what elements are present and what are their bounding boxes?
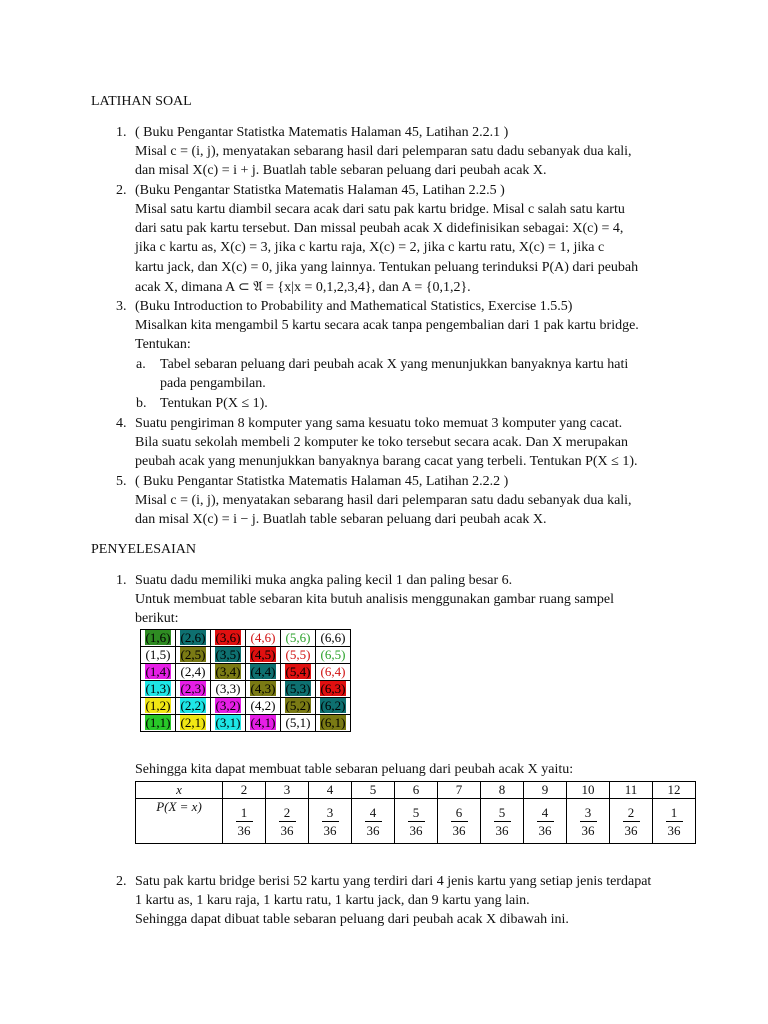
fraction-denominator: 36: [495, 822, 509, 838]
exercise-2-line-4: jika c kartu as, X(c) = 3, jika c kartu raja, X(c) = 2, jika c kartu ratu, X(c) = 1, jika c: [135, 240, 605, 255]
sample-cell-label: (5,2): [285, 698, 311, 713]
sample-cell: [176, 715, 211, 732]
exercise-3a-line-2: pada pengambilan.: [160, 376, 266, 391]
sample-cell-label: (1,2): [145, 698, 171, 713]
sample-cell: [316, 664, 351, 681]
sample-cell: [246, 664, 281, 681]
exercise-2-line-1: (Buku Pengantar Statistka Matematis Halaman 45, Latihan 2.2.5 ): [135, 183, 505, 198]
sample-cell: [281, 664, 316, 681]
sample-cell-label: (4,3): [250, 681, 276, 696]
sample-cell: [316, 647, 351, 664]
x-value-cell: 11: [610, 782, 653, 799]
sample-cell-label: (2,4): [180, 664, 206, 679]
fraction-denominator: 36: [409, 822, 423, 838]
fraction-denominator: 36: [667, 822, 681, 838]
sample-row: [141, 681, 351, 698]
probability-fraction: [236, 804, 253, 839]
solution-1-after-text: Sehingga kita dapat membuat table sebaran peluang dari peubah acak X yaitu:: [135, 762, 574, 777]
fraction-numerator: 2: [279, 804, 296, 822]
probability-cell: [395, 799, 438, 844]
sample-cell: [246, 715, 281, 732]
probability-cell: [610, 799, 653, 844]
solution-1-line-3: berikut:: [135, 611, 179, 626]
sample-cell: [281, 715, 316, 732]
probability-fraction: [451, 804, 468, 839]
exercise-5-line-1: ( Buku Pengantar Statistka Matematis Halaman 45, Latihan 2.2.2 ): [135, 474, 509, 489]
fraction-denominator: 36: [366, 822, 380, 838]
probability-cell: [524, 799, 567, 844]
exercise-2-number: 2.: [116, 183, 127, 198]
sample-cell-label: (5,1): [285, 715, 311, 730]
sample-cell: [141, 681, 176, 698]
exercise-3b-label: b.: [136, 396, 147, 411]
sample-cell-label: (6,4): [320, 664, 346, 679]
exercise-3-line-1: (Buku Introduction to Probability and Mathematical Statistics, Exercise 1.5.5): [135, 299, 573, 314]
exercise-1-line-1: ( Buku Pengantar Statistka Matematis Halaman 45, Latihan 2.2.1 ): [135, 125, 509, 140]
exercise-3a-line-1: Tabel sebaran peluang dari peubah acak X yang menunjukkan banyaknya kartu hati: [160, 357, 629, 372]
sample-cell-label: (3,6): [215, 630, 241, 645]
sample-cell-label: (3,1): [215, 715, 241, 730]
sample-cell: [176, 630, 211, 647]
sample-cell-label: (6,5): [320, 647, 346, 662]
sample-cell: [281, 681, 316, 698]
sample-cell-label: (1,1): [145, 715, 171, 730]
fraction-denominator: 36: [538, 822, 552, 838]
x-value-cell: 8: [481, 782, 524, 799]
sample-cell-label: (4,4): [250, 664, 276, 679]
fraction-numerator: 4: [365, 804, 382, 822]
fraction-numerator: 1: [666, 804, 683, 822]
sample-cell: [246, 681, 281, 698]
sample-cell-label: (4,2): [250, 698, 276, 713]
probability-fraction: [623, 804, 640, 839]
sample-cell-label: (4,6): [250, 630, 276, 645]
probability-fraction: [666, 804, 683, 839]
fraction-denominator: 36: [280, 822, 294, 838]
probability-cell: [653, 799, 696, 844]
fraction-numerator: 4: [537, 804, 554, 822]
sample-cell: [316, 681, 351, 698]
x-label-cell: [136, 782, 223, 799]
probability-fraction: [408, 804, 425, 839]
sample-cell: [246, 647, 281, 664]
probability-cell: [438, 799, 481, 844]
fraction-numerator: 1: [236, 804, 253, 822]
probability-cell: [223, 799, 266, 844]
probability-fraction: [580, 804, 597, 839]
sample-cell-label: (3,4): [215, 664, 241, 679]
sample-cell: [211, 630, 246, 647]
sample-cell-label: (6,3): [320, 681, 346, 696]
exercise-2-line-2: Misal satu kartu diambil secara acak dari satu pak kartu bridge. Misal c salah satu kartu: [135, 202, 625, 217]
exercise-3-number: 3.: [116, 299, 127, 314]
heading-exercises: LATIHAN SOAL: [91, 94, 192, 109]
x-value-cell: 2: [223, 782, 266, 799]
x-value-cell: 7: [438, 782, 481, 799]
sample-row: [141, 715, 351, 732]
sample-cell-label: (3,3): [215, 681, 241, 696]
exercise-1-number: 1.: [116, 125, 127, 140]
sample-cell: [211, 647, 246, 664]
sample-row: [141, 664, 351, 681]
sample-cell: [176, 647, 211, 664]
fraction-denominator: 36: [581, 822, 595, 838]
probability-fraction: [279, 804, 296, 839]
probability-cell: [309, 799, 352, 844]
probability-cell: [481, 799, 524, 844]
sample-cell-label: (6,6): [320, 630, 346, 645]
sample-cell-label: (2,2): [180, 698, 206, 713]
fraction-denominator: 36: [452, 822, 466, 838]
x-value-cell: 3: [266, 782, 309, 799]
fraction-denominator: 36: [323, 822, 337, 838]
sample-cell-label: (6,1): [320, 715, 346, 730]
exercise-2-line-5: kartu jack, dan X(c) = 0, jika yang lainnya. Tentukan peluang terinduksi P(A) dari peubah: [135, 260, 639, 275]
fraction-numerator: 5: [408, 804, 425, 822]
fraction-numerator: 3: [322, 804, 339, 822]
solution-2-line-1: Satu pak kartu bridge berisi 52 kartu yang terdiri dari 4 jenis kartu yang setiap jenis terdapat: [135, 874, 652, 889]
p-label-cell: [136, 799, 223, 844]
probability-fraction: [537, 804, 554, 839]
sample-row: [141, 647, 351, 664]
sample-cell: [281, 698, 316, 715]
sample-cell: [246, 630, 281, 647]
probability-cell: [352, 799, 395, 844]
sample-cell-label: (2,3): [180, 681, 206, 696]
sample-cell-label: (3,2): [215, 698, 241, 713]
sample-cell: [141, 715, 176, 732]
heading-solutions: PENYELESAIAN: [91, 542, 196, 557]
x-value-cell: 4: [309, 782, 352, 799]
sample-cell: [141, 664, 176, 681]
exercise-5-line-2: Misal c = (i, j), menyatakan sebarang hasil dari pelemparan satu dadu sebanyak dua kali,: [135, 493, 632, 508]
exercise-3a-label: a.: [136, 357, 146, 372]
probability-fraction: [365, 804, 382, 839]
sample-cell: [176, 698, 211, 715]
exercise-4-number: 4.: [116, 416, 127, 431]
exercise-3-line-3: Tentukan:: [135, 337, 191, 352]
exercise-4-line-1: Suatu pengiriman 8 komputer yang sama kesuatu toko memuat 3 komputer yang cacat.: [135, 416, 623, 431]
exercise-5-line-3: dan misal X(c) = i − j. Buatlah table sebaran peluang dari peubah acak X.: [135, 512, 547, 527]
sample-cell-label: (5,4): [285, 664, 311, 679]
exercise-4-line-2: Bila suatu sekolah membeli 2 komputer ke toko tersebut secara acak. Dan X merupakan: [135, 435, 628, 450]
x-label: x: [176, 782, 182, 797]
exercise-2-line-3: dari satu pak kartu tersebut. Dan missal peubah acak X didefinisikan sebagai: X(c) = 4,: [135, 221, 624, 236]
x-value-cell: 9: [524, 782, 567, 799]
x-value-cell: 5: [352, 782, 395, 799]
sample-space-table: [140, 629, 351, 732]
probability-cell: [567, 799, 610, 844]
exercise-3b-line-1: Tentukan P(X ≤ 1).: [160, 396, 268, 411]
solution-1-line-1: Suatu dadu memiliki muka angka paling kecil 1 dan paling besar 6.: [135, 573, 513, 588]
solution-2-line-3: Sehingga dapat dibuat table sebaran peluang dari peubah acak X dibawah ini.: [135, 912, 569, 927]
sample-cell: [281, 647, 316, 664]
probability-table: [135, 781, 696, 844]
exercise-3-line-2: Misalkan kita mengambil 5 kartu secara acak tanpa pengembalian dari 1 pak kartu bridge.: [135, 318, 639, 333]
fraction-numerator: 3: [580, 804, 597, 822]
solution-2-line-2: 1 kartu as, 1 karu raja, 1 kartu ratu, 1 kartu jack, dan 9 kartu yang lain.: [135, 893, 530, 908]
fraction-numerator: 6: [451, 804, 468, 822]
sample-cell-label: (1,6): [145, 630, 171, 645]
sample-cell-label: (1,5): [145, 647, 171, 662]
sample-cell: [211, 681, 246, 698]
sample-cell-label: (2,5): [180, 647, 206, 662]
sample-cell: [316, 698, 351, 715]
exercise-1-line-3: dan misal X(c) = i + j. Buatlah table sebaran peluang dari peubah acak X.: [135, 163, 547, 178]
sample-cell-label: (4,5): [250, 647, 276, 662]
exercise-4-line-3: peubah acak yang menunjukkan banyaknya barang cacat yang terbeli. Tentukan P(X ≤ 1).: [135, 454, 638, 469]
sample-row: [141, 630, 351, 647]
fraction-denominator: 36: [237, 822, 251, 838]
sample-row: [141, 698, 351, 715]
solution-1-line-2: Untuk membuat table sebaran kita butuh analisis menggunakan gambar ruang sampel: [135, 592, 614, 607]
sample-cell-label: (2,1): [180, 715, 206, 730]
probability-cell: [266, 799, 309, 844]
fraction-numerator: 2: [623, 804, 640, 822]
sample-cell: [211, 715, 246, 732]
x-value-cell: 10: [567, 782, 610, 799]
sample-cell: [246, 698, 281, 715]
probability-fraction: [322, 804, 339, 839]
sample-cell-label: (1,3): [145, 681, 171, 696]
sample-cell-label: (6,2): [320, 698, 346, 713]
sample-cell: [141, 630, 176, 647]
sample-cell-label: (5,3): [285, 681, 311, 696]
solution-2-number: 2.: [116, 874, 127, 889]
sample-cell-label: (3,5): [215, 647, 241, 662]
exercise-2-line-6: acak X, dimana A ⊂ 𝔄 = {x|x = 0,1,2,3,4}, dan A = {0,1,2}.: [135, 280, 471, 295]
exercise-5-number: 5.: [116, 474, 127, 489]
sample-cell: [316, 715, 351, 732]
sample-cell-label: (2,6): [180, 630, 206, 645]
p-label: P(X = x): [156, 799, 202, 814]
sample-cell: [316, 630, 351, 647]
x-value-cell: 12: [653, 782, 696, 799]
sample-cell: [176, 664, 211, 681]
sample-cell: [141, 647, 176, 664]
sample-cell: [211, 664, 246, 681]
fraction-denominator: 36: [624, 822, 638, 838]
sample-cell: [281, 630, 316, 647]
sample-cell-label: (4,1): [250, 715, 276, 730]
sample-cell: [211, 698, 246, 715]
x-value-cell: 6: [395, 782, 438, 799]
sample-cell: [141, 698, 176, 715]
sample-cell: [176, 681, 211, 698]
sample-cell-label: (1,4): [145, 664, 171, 679]
probability-fraction: [494, 804, 511, 839]
solution-1-number: 1.: [116, 573, 127, 588]
sample-cell-label: (5,5): [285, 647, 311, 662]
exercise-1-line-2: Misal c = (i, j), menyatakan sebarang hasil dari pelemparan satu dadu sebanyak dua kali,: [135, 144, 632, 159]
sample-cell-label: (5,6): [285, 630, 311, 645]
fraction-numerator: 5: [494, 804, 511, 822]
